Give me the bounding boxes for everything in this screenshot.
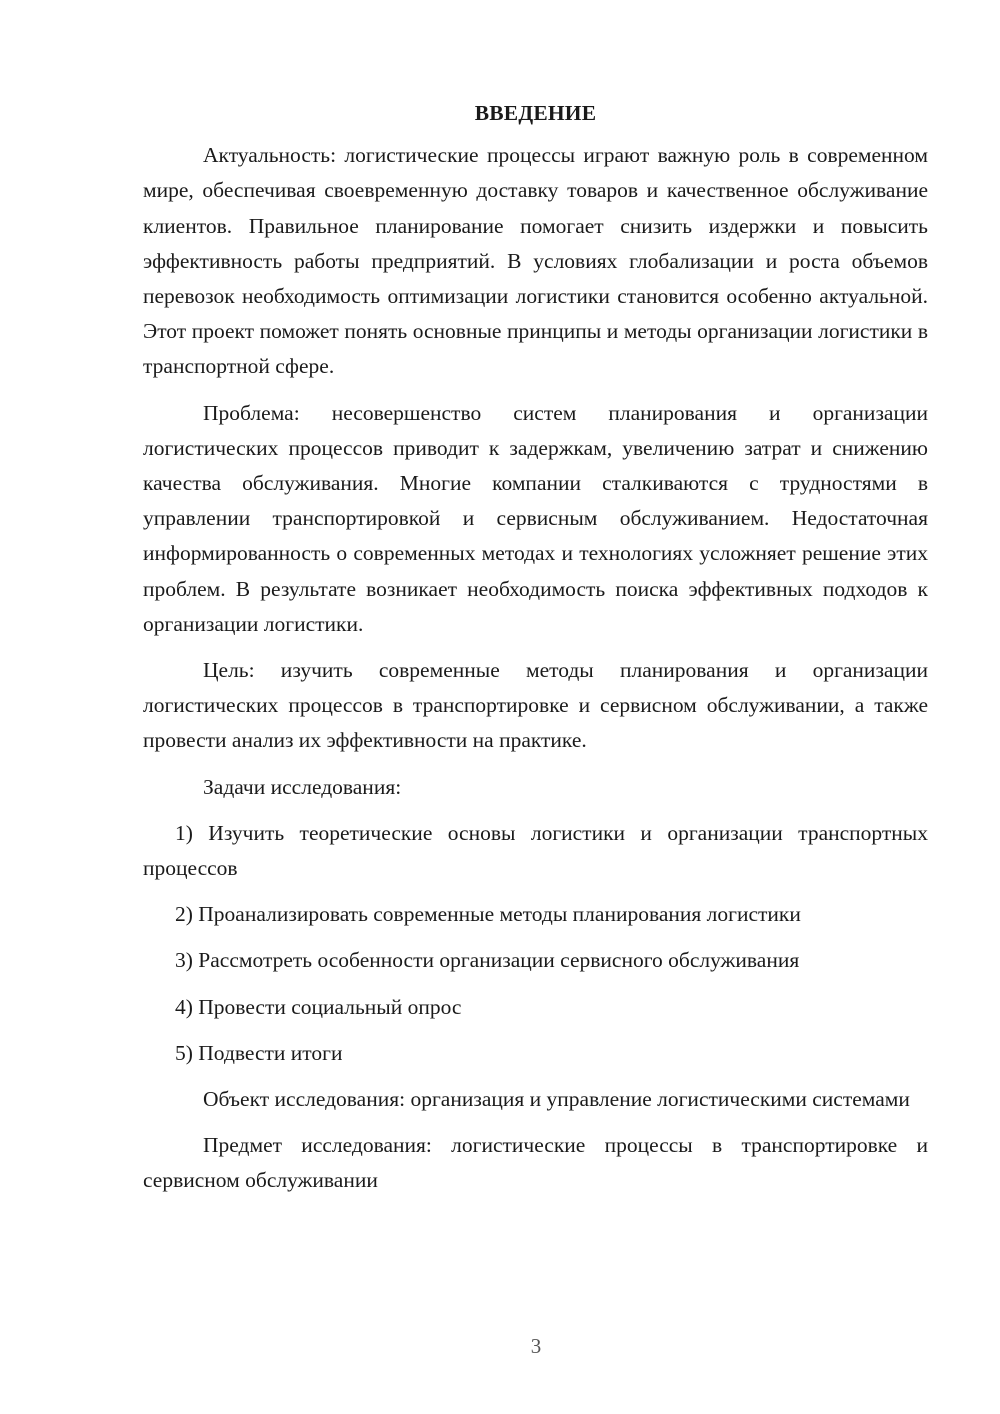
task-item-4: 4) Провести социальный опрос	[175, 994, 462, 1019]
subject-paragraph: Предмет исследования: логистические процессы в транспортировке и сервисном обслуживании	[143, 1133, 928, 1193]
object-paragraph: Объект исследования: организация и управление логистическими системами	[203, 1087, 910, 1112]
task-item-1: 1) Изучить теоретические основы логистики и организации транспортных процессов	[143, 820, 928, 881]
problem-paragraph: Проблема: несовершенство систем планирования и организации логистических процессов приводит к задержкам, увеличению затрат и снижению качества обслуживания. Многие компании сталкиваются с трудностями в управлении транспортировкой и сервисным обслуживанием. Недостаточная информированность о современных методах и технологиях усложняет решение этих проблем. В результате возникает необходимость поиска эффективных подходов к организации логистики.	[143, 400, 928, 636]
page-number: 3	[530, 1334, 542, 1358]
task-item-2: 2) Проанализировать современные методы планирования логистики	[175, 902, 801, 927]
goal-paragraph: Цель: изучить современные методы планирования и организации логистических процессов в транспортировке и сервисном обслуживании, а также провести анализ их эффективности на практике.	[143, 658, 928, 753]
tasks-title: Задачи исследования:	[203, 774, 402, 799]
task-item-3: 3) Рассмотреть особенности организации сервисного обслуживания	[175, 948, 800, 973]
page-content	[143, 96, 928, 1210]
relevance-paragraph: Актуальность: логистические процессы играют важную роль в современном мире, обеспечивая своевременную доставку товаров и качественное обслуживание клиентов. Правильное планирование помогает снизить издержки и повысить эффективность работы предприятий. В условиях глобализации и роста объемов перевозок необходимость оптимизации логистики становится особенно актуальной. Этот проект поможет понять основные принципы и методы организации логистики в транспортной сфере.	[143, 143, 928, 379]
section-heading: ВВЕДЕНИЕ	[474, 101, 597, 125]
task-item-5: 5) Подвести итоги	[175, 1040, 343, 1065]
